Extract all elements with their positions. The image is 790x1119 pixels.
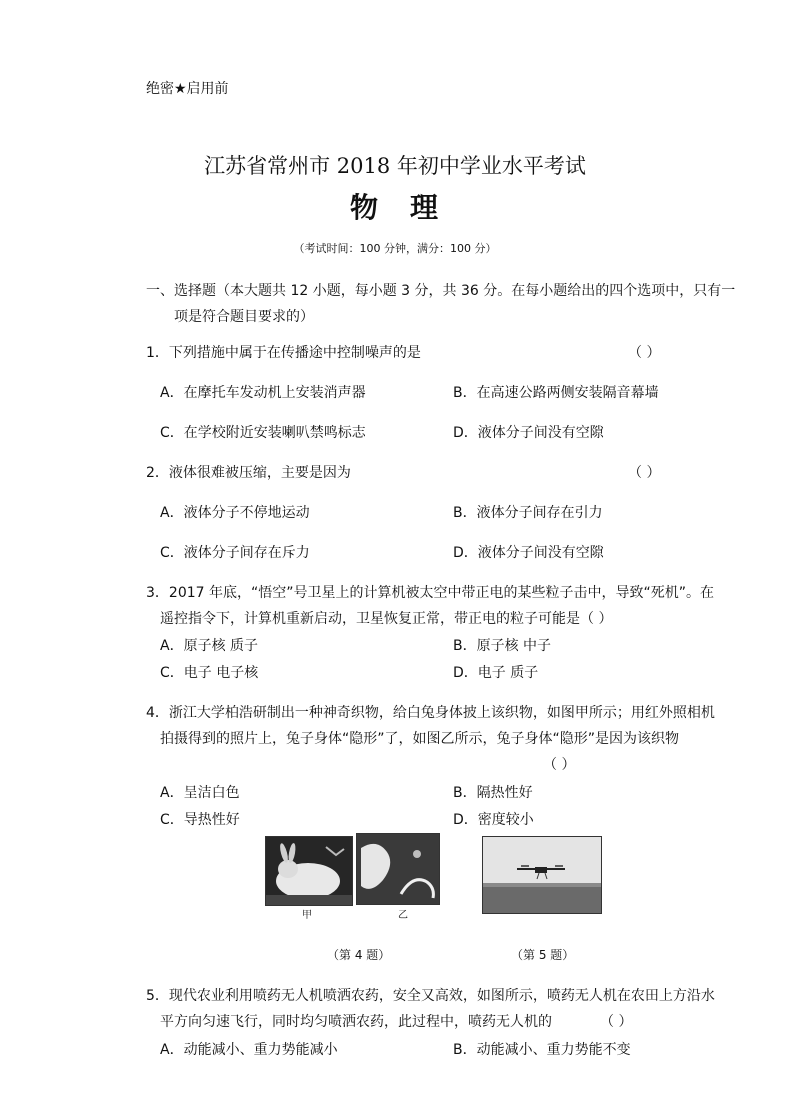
- question-2-option-c: C．液体分子间存在斥力: [160, 545, 310, 561]
- question-3-option-b: B．原子核 中子: [453, 638, 552, 654]
- question-3-stem-line2: 遥控指令下，计算机重新启动，卫星恢复正常，带正电的粒子可能是（ ）: [160, 611, 613, 627]
- question-2-option-a: A．液体分子不停地运动: [160, 505, 310, 521]
- question-4-option-d: D．密度较小: [453, 812, 534, 828]
- question-1-answer-blank: （ ）: [628, 345, 661, 361]
- question-3-option-a: A．原子核 质子: [160, 638, 259, 654]
- figure-label-yi: 乙: [398, 910, 408, 921]
- question-1-option-a: A．在摩托车发动机上安装消声器: [160, 385, 366, 401]
- question-4-stem-line2: 拍摄得到的照片上，兔子身体“隐形”了，如图乙所示，兔子身体“隐形”是因为该织物: [160, 731, 680, 747]
- section-heading-line2: 项是符合题目要求的）: [174, 309, 314, 325]
- section-heading-line1: 一、选择题（本大题共 12 小题，每小题 3 分，共 36 分。在每小题给出的四个选项中，只有一: [146, 283, 736, 299]
- question-2-stem: 2．液体很难被压缩，主要是因为: [146, 465, 351, 481]
- question-2-option-b: B．液体分子间存在引力: [453, 505, 603, 521]
- question-3-stem-line1: 3．2017 年底，“悟空”号卫星上的计算机被太空中带正电的某些粒子击中，导致“死机”。在: [146, 585, 714, 601]
- question-1-stem: 1．下列措施中属于在传播途中控制噪声的是: [146, 345, 421, 361]
- question-5-option-b: B．动能减小、重力势能不变: [453, 1042, 631, 1058]
- question-3-option-d: D．电子 质子: [453, 665, 539, 681]
- infrared-photo-image: [357, 834, 439, 904]
- question-2-option-d: D．液体分子间没有空隙: [453, 545, 604, 561]
- figure-4-caption: （第 4 题）: [327, 948, 391, 962]
- question-2-answer-blank: （ ）: [628, 465, 661, 481]
- question-1-option-b: B．在高速公路两侧安装隔音幕墙: [453, 385, 659, 401]
- question-4-answer-blank: （ ）: [543, 757, 576, 773]
- question-3-option-c: C．电子 电子核: [160, 665, 259, 681]
- question-5-stem-line1: 5．现代农业利用喷药无人机喷洒农药，安全又高效，如图所示，喷药无人机在农田上方沿水: [146, 988, 715, 1004]
- rabbit-photo-image: [266, 837, 352, 905]
- figure-4-yi-infrared-photo: [356, 833, 440, 905]
- question-4-option-b: B．隔热性好: [453, 785, 533, 801]
- subject-char-1: 物: [349, 191, 380, 224]
- question-1-option-c: C．在学校附近安装喇叭禁鸣标志: [160, 425, 366, 441]
- question-5-answer-blank: （ ）: [600, 1014, 633, 1030]
- question-5-option-a: A．动能减小、重力势能减小: [160, 1042, 338, 1058]
- subject-char-2: 理: [410, 191, 441, 224]
- figure-4-jia-rabbit-photo: [265, 836, 353, 906]
- exam-time-info: （考试时间：100 分钟，满分：100 分）: [293, 242, 497, 255]
- question-4-option-a: A．呈洁白色: [160, 785, 240, 801]
- question-4-option-c: C．导热性好: [160, 812, 240, 828]
- exam-title: 江苏省常州市 2018 年初中学业水平考试: [204, 154, 586, 178]
- figure-5-drone-photo: [482, 836, 602, 914]
- question-1-option-d: D．液体分子间没有空隙: [453, 425, 604, 441]
- drone-photo-image: [483, 837, 601, 913]
- figure-label-jia: 甲: [302, 910, 312, 921]
- confidential-mark: 绝密★启用前: [146, 81, 229, 97]
- question-5-stem-line2: 平方向匀速飞行，同时均匀喷洒农药，此过程中，喷药无人机的: [160, 1014, 552, 1030]
- question-4-stem-line1: 4．浙江大学柏浩研制出一种神奇织物，给白兔身体披上该织物，如图甲所示；用红外照相机: [146, 705, 715, 721]
- figure-5-caption: （第 5 题）: [511, 948, 575, 962]
- subject-heading: [0, 186, 790, 226]
